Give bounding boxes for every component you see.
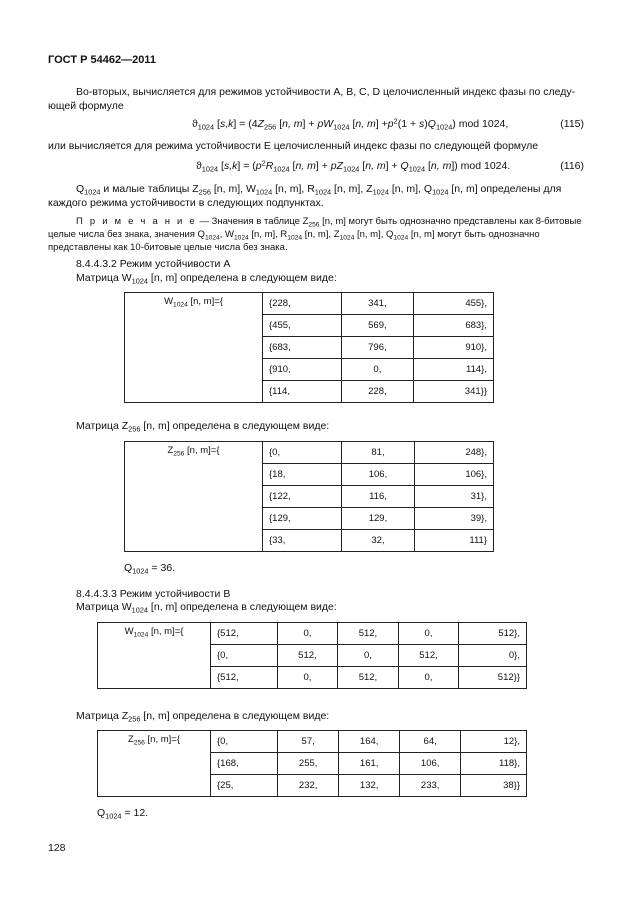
matrix-cell: 341}} [413, 381, 493, 403]
matrix-cell: 228, [342, 381, 414, 403]
matrix-cell: 0}, [459, 645, 527, 667]
matrix-cell: {129, [263, 508, 342, 530]
matrix-cell: 12}, [461, 731, 527, 753]
matrix-cell: 232, [278, 775, 339, 797]
matrix-cell: 106, [342, 464, 414, 486]
note-line: П р и м е ч а н и е — Значения в таблице $Z_{256}$ [n, m] могут быть однозначно представлены как 8-битовые [76, 216, 582, 229]
matrix-cell: 0, [342, 359, 414, 381]
matrix-cell: 31}, [414, 486, 493, 508]
matrix-cell: {114, [263, 381, 342, 403]
matrix-cell: 164, [339, 731, 400, 753]
matrix-cell: {455, [263, 315, 342, 337]
matrix-cell: {168, [211, 753, 278, 775]
matrix-label: $Z_{256}$ [n, m]={ [98, 731, 211, 797]
matrix-cell: 111} [414, 530, 493, 552]
matrix-cell: 0, [338, 645, 399, 667]
matrix-cell: 796, [342, 337, 414, 359]
matrix-cell: 255, [278, 753, 339, 775]
matrix-cell: 0, [398, 667, 459, 689]
matrix-cell: 512, [277, 645, 338, 667]
note-line: представлены как 10-битовые целые числа без знака. [48, 242, 288, 253]
matrix-z256-mode-a [124, 441, 494, 552]
matrix-cell: 81, [342, 442, 414, 464]
matrix-w1024-mode-a [124, 292, 494, 403]
note-line: целые числа без знака, значения $Q_{1024}$, $W_{1024}$ [n, m], $R_{1024}$ [n, m], $Z_{1024}$ [n, m], $Q_{1024}$ [n, m] могут быть однозначно [48, 229, 540, 242]
matrix-cell: 341, [342, 293, 414, 315]
matrix-cell: {512, [211, 623, 278, 645]
matrix-cell: {228, [263, 293, 342, 315]
q1024-mode-a: $Q_{1024} = 36$. [124, 562, 176, 576]
matrix-cell: {0, [211, 731, 278, 753]
paragraph-line: или вычисляется для режима устойчивости Е целочисленный индекс фазы по следующей формуле [48, 140, 539, 152]
matrix-cell: 512}} [459, 667, 527, 689]
matrix-cell: 132, [339, 775, 400, 797]
matrix-cell: 116, [342, 486, 414, 508]
matrix-cell: 57, [278, 731, 339, 753]
matrix-cell: 512, [338, 667, 399, 689]
matrix-row [125, 442, 494, 464]
matrix-cell: 129, [342, 508, 414, 530]
q1024-mode-b: $Q_{1024} = 12$. [97, 807, 149, 821]
matrix-cell: {33, [263, 530, 342, 552]
matrix-label: $Z_{256}$ [n, m]={ [125, 442, 263, 552]
document-header: ГОСТ Р 54462—2011 [48, 54, 156, 66]
matrix-cell: 0, [277, 667, 338, 689]
matrix-cell: 512, [398, 645, 459, 667]
matrix-cell: 161, [339, 753, 400, 775]
paragraph-line: Во-вторых, вычисляется для режимов устойчивости А, В, С, D целочисленный индекс фазы по следу- [76, 86, 576, 98]
section-title: 8.4.4.3.3 Режим устойчивости В [76, 588, 231, 600]
matrix-label: $W_{1024}$ [n, m]={ [125, 293, 263, 403]
formula-number: (115) [560, 118, 584, 130]
matrix-cell: {910, [263, 359, 342, 381]
matrix-cell: 455}, [413, 293, 493, 315]
matrix-cell: 118}, [461, 753, 527, 775]
matrix-cell: {18, [263, 464, 342, 486]
matrix-cell: 0, [277, 623, 338, 645]
page-number: 128 [48, 842, 66, 854]
matrix-z256-mode-b [97, 730, 527, 797]
paragraph-line: Матрица $W_{1024}$ [n, m] определена в следующем виде: [76, 272, 337, 286]
formula-115: $ϑ_{1024}$ $[s,k] = (4Z_{256}$ [n, $m] + pW_{1024}$ [n, $m] +p^2(1 + s)Q_{1024}$) mod 1024, [192, 116, 509, 132]
paragraph-line: ющей формуле [48, 100, 124, 112]
matrix-w1024-mode-b [97, 622, 527, 689]
matrix-cell: 39}, [414, 508, 493, 530]
paragraph-line: Матрица $Z_{256}$ [n, m] определена в следующем виде: [76, 710, 330, 724]
matrix-cell: 910}, [413, 337, 493, 359]
matrix-cell: {25, [211, 775, 278, 797]
paragraph-line: $Q_{1024}$ и малые таблицы $Z_{256}$ [n, m], $W_{1024}$ [n, m], $R_{1024}$ [n, m], $Z_{1024}$ [n, m], $Q_{1024}$ [n, m] определены для [76, 183, 562, 197]
matrix-cell: {512, [211, 667, 278, 689]
matrix-cell: {122, [263, 486, 342, 508]
matrix-cell: 248}, [414, 442, 493, 464]
matrix-cell: 32, [342, 530, 414, 552]
matrix-cell: 233, [400, 775, 461, 797]
matrix-row [98, 623, 527, 645]
matrix-cell: {0, [263, 442, 342, 464]
matrix-cell: {0, [211, 645, 278, 667]
matrix-cell: 569, [342, 315, 414, 337]
matrix-cell: 106, [400, 753, 461, 775]
matrix-cell: 512, [338, 623, 399, 645]
matrix-cell: 0, [398, 623, 459, 645]
matrix-cell: 38}} [461, 775, 527, 797]
matrix-cell: 106}, [414, 464, 493, 486]
matrix-row [98, 731, 527, 753]
note-label: П р и м е ч а н и е [76, 216, 197, 227]
matrix-cell: 683}, [413, 315, 493, 337]
paragraph-line: Матрица $Z_{256}$ [n, m] определена в следующем виде: [76, 420, 330, 434]
matrix-cell: {683, [263, 337, 342, 359]
matrix-cell: 64, [400, 731, 461, 753]
section-title: 8.4.4.3.2 Режим устойчивости А [76, 258, 231, 270]
paragraph-line: Матрица $W_{1024}$ [n, m] определена в следующем виде: [76, 601, 337, 615]
formula-116: $ϑ_{1024}$ $[s,k] = (p^2R_{1024}$ [n, $m] + pZ_{1024}$ [n, $m] + Q_{1024}$ [n, m]) mod 1024. [196, 158, 511, 174]
paragraph-line: каждого режима устойчивости в следующих подпунктах. [48, 197, 324, 209]
matrix-cell: 512}, [459, 623, 527, 645]
matrix-cell: 114}, [413, 359, 493, 381]
matrix-row [125, 293, 494, 315]
matrix-label: $W_{1024}$ [n, m]={ [98, 623, 211, 689]
formula-number: (116) [560, 160, 584, 172]
